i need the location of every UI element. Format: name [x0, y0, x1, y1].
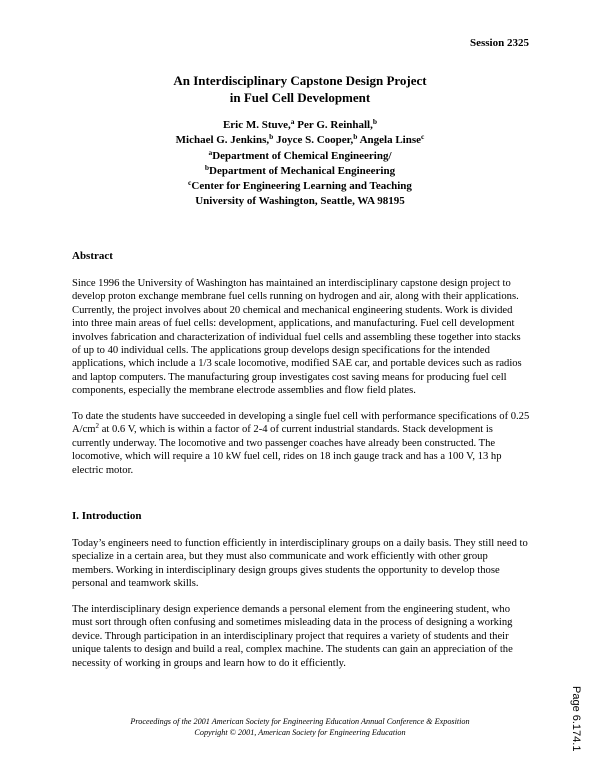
author-affiliation-mark: a [290, 117, 295, 126]
affiliation-text: Department of Mechanical Engineering [209, 164, 396, 177]
author-affiliation-mark: b [353, 132, 358, 142]
abstract-text-part: at 0.6 V, which is within a factor of 2-4 of current industrial standards. Stack development is currently underway. The locomotive and two passenger coaches have already been constructed. The locomotive, which will require a 10 kW fuel cell, rides on 18 inch gauge track and has a 100 V, 13 hp electric motor. [72, 424, 502, 476]
session-label: Session 2325 [470, 37, 529, 49]
affiliation-chemical [0, 149, 600, 164]
introduction-text: Today’s engineers need to function efficiently in interdisciplinary groups on a daily basis. They still need to specialize in a certain area, but they must also communicate and work efficiently with other group members. Working in interdisciplinary design groups gives students the opportunity to develop those personal and teamwork skills. [72, 538, 528, 590]
affiliation-learning [0, 179, 600, 194]
introduction-text: The interdisciplinary design experience demands a personal element from the engineering student, who must sort through often confusing and sometimes misleading data in the process of designing a working device. Through participation in an interdisciplinary project that requires a variety of students and their unique talents to design and build a real, complex machine. The students can gain an appreciation of the necessity of working in groups and learn how to do it efficiently. [72, 604, 513, 669]
author-line-1 [0, 118, 600, 133]
university: University of Washington, Seattle, WA 98195 [195, 195, 405, 208]
author-name: Michael G. Jenkins, [175, 134, 270, 147]
author-line-2 [0, 133, 600, 148]
affiliation-text: Department of Chemical Engineering/ [212, 149, 392, 162]
affiliation-mechanical [0, 164, 600, 179]
footer-copyright: Copyright © 2001, American Society for Engineering Education [194, 728, 406, 737]
affiliation-mark: c [188, 178, 192, 188]
introduction-paragraph-2 [72, 603, 530, 670]
affiliation-text: Center for Engineering Learning and Teaching [191, 180, 412, 193]
page-number: Page 6.174.1 [570, 686, 582, 752]
paper-title [0, 72, 600, 106]
author-name: Joyce S. Cooper, [273, 134, 354, 147]
author-block [0, 118, 600, 210]
footer-proceedings: Proceedings of the 2001 American Society for Engineering Education Annual Conference & Exposition [130, 717, 470, 726]
abstract-text-part: To date the students have succeeded in developing a single fuel cell with performance specifications of 0.25 A/cm [72, 411, 530, 436]
title-line-1: An Interdisciplinary Capstone Design Project [173, 73, 427, 88]
title-line-2: in Fuel Cell Development [229, 90, 371, 105]
abstract-paragraph-2 [72, 410, 530, 477]
abstract-text: Since 1996 the University of Washington has maintained an interdisciplinary capstone design project to develop proton exchange membrane fuel cells running on hydrogen and air, along with their applications. Currently, the project involves about 20 chemical and mechanical engineering students. Work is divided into three main areas of fuel cells: development, applications, and manufacturing. Fuel cell development involves fabrication and characterization of individual fuel cells and assembling these together into stacks of up to 40 individual cells. The applications group develops design specifications for the intended applications, which include a 1/3 scale locomotive, modified SAE car, and portable devices such as radios and laptop computers. The manufacturing group investigates cost saving means for producing fuel cell components, especially the membrane electrode assemblies and flow field plates. [72, 278, 522, 397]
author-affiliation-mark: c [421, 132, 425, 142]
page-footer [0, 716, 600, 738]
author-affiliation-mark: b [269, 132, 274, 142]
affiliation-mark: a [208, 147, 213, 157]
author-name: Per G. Reinhall, [294, 119, 373, 131]
author-name: Angela Linse [357, 134, 422, 147]
introduction-heading: I. Introduction [72, 510, 142, 522]
superscript: 2 [95, 422, 100, 431]
author-name: Eric M. Stuve, [222, 119, 291, 131]
affiliation-mark: b [204, 162, 210, 172]
author-affiliation-mark: b [372, 117, 378, 126]
introduction-paragraph-1 [72, 537, 530, 591]
abstract-heading: Abstract [72, 250, 113, 262]
abstract-text [72, 410, 530, 477]
abstract-paragraph-1 [72, 277, 530, 398]
